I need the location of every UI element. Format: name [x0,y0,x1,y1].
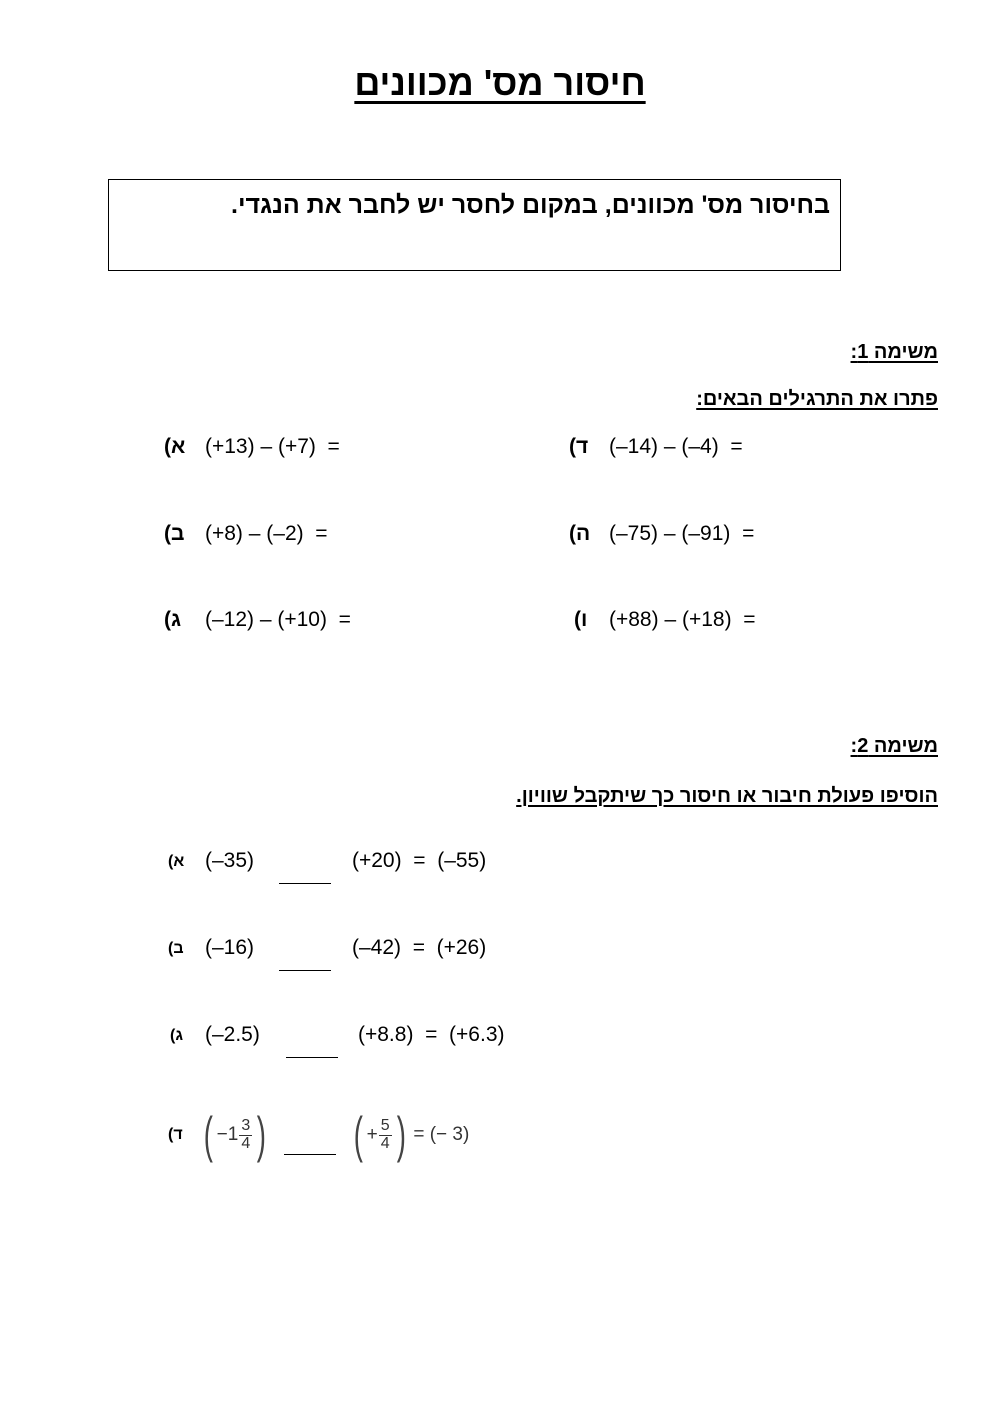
task1-item-expression: (–14) – (–4) = [609,435,743,458]
open-paren: ( [353,1107,363,1163]
task1-item-letter: ו) [574,608,588,631]
task1-heading: משימה 1: [850,341,938,363]
task2-heading: משימה 2: [850,735,938,757]
task1-item-expression: (+88) – (+18) = [609,608,756,631]
task1-item-expression: (–12) – (+10) = [205,608,351,631]
task2-item-right: (–42) = (+26) [352,936,487,959]
task1-item-expression: (+13) – (+7) = [205,435,340,458]
task2-instruction: הוסיפו פעולת חיבור או חיסור כך שיתקבל שוויון. [516,785,938,807]
task2-item-left: (–35) [205,849,255,872]
fraction-result: = (− 3) [413,1124,470,1145]
task1-instruction: פתרו את התרגילים הבאים: [696,388,938,410]
task1-item-letter: א) [164,435,186,458]
fraction-sign: + [366,1124,378,1145]
denominator: 4 [241,1134,251,1152]
fraction-expression-right [350,1108,469,1162]
answer-blank[interactable] [286,1045,338,1063]
page-title: חיסור מס' מכוונים [354,62,646,103]
task1-item-expression: (–75) – (–91) = [609,522,755,545]
task2-item-left: (–16) [205,936,255,959]
task1-item-letter: ג) [164,608,182,631]
task1-item-letter: ב) [164,522,185,545]
mixed-whole: −1 [216,1124,239,1145]
task2-item-letter: ב) [168,940,184,957]
rule-text: בחיסור מס' מכוונים, במקום לחסר יש לחבר את הנגדי. [231,191,830,219]
task2-item-right: (+8.8) = (+6.3) [358,1023,505,1046]
numerator: 3 [241,1116,251,1134]
denominator: 4 [380,1134,390,1152]
close-paren: ) [256,1107,267,1163]
fraction [239,1118,252,1153]
task2-item-right: (+20) = (–55) [352,849,487,872]
fraction [379,1118,392,1153]
task1-item-letter: ד) [569,435,589,458]
task2-item-letter: א) [168,853,185,870]
answer-blank[interactable] [279,871,331,889]
numerator: 5 [380,1116,390,1134]
task1-item-expression: (+8) – (–2) = [205,522,328,545]
answer-blank[interactable] [279,958,331,976]
task1-item-letter: ה) [569,522,591,545]
close-paren: ) [396,1107,406,1163]
open-paren: ( [203,1107,213,1163]
answer-blank[interactable] [284,1142,336,1160]
task2-item-letter: ד) [168,1126,183,1143]
task2-item-left: (–2.5) [205,1023,260,1046]
fraction-expression-left [200,1108,270,1162]
task2-item-letter: ג) [170,1027,183,1044]
